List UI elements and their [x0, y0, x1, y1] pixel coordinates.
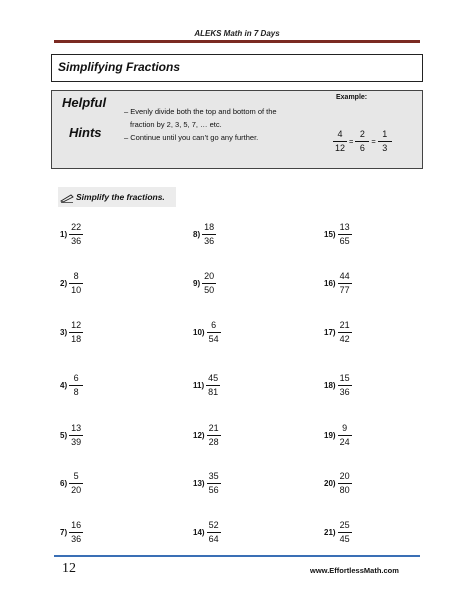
problem-number: 21) [324, 528, 336, 537]
problem-item [324, 271, 351, 296]
denominator: 36 [339, 387, 350, 397]
problem-item [193, 520, 220, 545]
problem-number: 9) [193, 279, 201, 288]
denominator: 36 [71, 236, 82, 246]
problem-number: 15) [324, 230, 336, 239]
running-head: ALEKS Math in 7 Days [194, 29, 280, 38]
problem-number: 8) [193, 230, 201, 239]
problem-fraction [70, 471, 82, 496]
problem-fraction [70, 222, 82, 247]
denominator: 39 [71, 437, 82, 447]
problem-item [60, 423, 82, 448]
problem-fraction [203, 271, 215, 296]
problem-number: 6) [60, 479, 68, 488]
problem-number: 1) [60, 230, 68, 239]
numerator: 44 [339, 271, 350, 281]
problem-item [193, 271, 215, 296]
problem-fraction [208, 520, 220, 545]
numerator: 6 [73, 373, 79, 383]
numerator: 13 [339, 222, 350, 232]
site-url: www.EffortlessMath.com [310, 566, 399, 575]
numerator: 6 [211, 320, 217, 330]
denominator: 45 [339, 534, 350, 544]
header-rule [54, 40, 420, 43]
problem-item [324, 373, 351, 398]
denominator: 20 [71, 485, 82, 495]
denominator: 81 [208, 387, 219, 397]
problem-item [193, 320, 220, 345]
numerator: 25 [339, 520, 350, 530]
numerator: 12 [71, 320, 82, 330]
problem-number: 2) [60, 279, 68, 288]
problem-item [60, 320, 82, 345]
numerator: 35 [208, 471, 219, 481]
problem-item [193, 222, 215, 247]
problem-number: 20) [324, 479, 336, 488]
numerator: 18 [204, 222, 215, 232]
denominator: 42 [339, 334, 350, 344]
denominator: 56 [208, 485, 219, 495]
page-title: Simplifying Fractions [51, 54, 423, 82]
problem-item [60, 373, 82, 398]
example-fraction [356, 129, 368, 154]
denominator: 77 [339, 285, 350, 295]
problem-number: 12) [193, 431, 205, 440]
problem-number: 16) [324, 279, 336, 288]
footer-rule [54, 555, 420, 557]
problem-number: 14) [193, 528, 205, 537]
numerator: 1 [382, 129, 388, 139]
denominator: 36 [71, 534, 82, 544]
denominator: 10 [71, 285, 82, 295]
problem-item [193, 471, 220, 496]
example-fraction [334, 129, 346, 154]
problem-item [60, 222, 82, 247]
problem-number: 7) [60, 528, 68, 537]
problem-item [324, 471, 351, 496]
hint-word-hints: Hints [69, 125, 102, 140]
problem-fraction [339, 271, 351, 296]
instruction-text: Simplify the fractions. [76, 192, 165, 202]
problem-item [60, 271, 82, 296]
page-number: 12 [62, 561, 76, 576]
problem-fraction [339, 423, 351, 448]
denominator: 18 [71, 334, 82, 344]
pencil-icon [60, 193, 74, 203]
denominator: 24 [339, 437, 350, 447]
problem-item [324, 222, 351, 247]
hint-list [124, 105, 277, 144]
numerator: 13 [71, 423, 82, 433]
denominator: 65 [339, 236, 350, 246]
problem-number: 18) [324, 381, 336, 390]
numerator: 4 [337, 129, 343, 139]
numerator: 2 [359, 129, 365, 139]
problem-fraction [208, 320, 220, 345]
hint-word-helpful: Helpful [62, 95, 107, 110]
numerator: 5 [73, 471, 79, 481]
denominator: 3 [382, 143, 388, 153]
problem-fraction [339, 520, 351, 545]
example-expression [334, 129, 391, 154]
problem-fraction [203, 222, 215, 247]
problem-item [60, 520, 82, 545]
problem-number: 17) [324, 328, 336, 337]
denominator: 6 [359, 143, 365, 153]
problem-item [193, 423, 220, 448]
hint-line: – Evenly divide both the top and bottom of the [124, 107, 277, 116]
numerator: 52 [208, 520, 219, 530]
problem-fraction [207, 373, 219, 398]
denominator: 64 [208, 534, 219, 544]
denominator: 12 [335, 143, 346, 153]
instruction-banner [58, 187, 176, 207]
numerator: 21 [339, 320, 350, 330]
problem-number: 5) [60, 431, 68, 440]
problem-fraction [208, 471, 220, 496]
numerator: 45 [208, 373, 219, 383]
equals-sign: = [371, 137, 376, 146]
problem-fraction [70, 423, 82, 448]
numerator: 20 [204, 271, 215, 281]
problem-fraction [339, 222, 351, 247]
problem-item [60, 471, 82, 496]
problem-fraction [70, 373, 82, 398]
problem-number: 10) [193, 328, 205, 337]
problem-fraction [70, 271, 82, 296]
denominator: 54 [208, 334, 219, 344]
equals-sign: = [349, 137, 354, 146]
numerator: 9 [342, 423, 348, 433]
hint-line: fraction by 2, 3, 5, 7, … etc. [130, 120, 222, 129]
example-label: Example: [336, 94, 368, 101]
numerator: 15 [339, 373, 350, 383]
problem-item [193, 373, 219, 398]
denominator: 8 [73, 387, 79, 397]
problem-fraction [339, 471, 351, 496]
hint-line: – Continue until you can’t go any further. [124, 133, 259, 142]
problem-number: 4) [60, 381, 68, 390]
numerator: 22 [71, 222, 82, 232]
denominator: 80 [339, 485, 350, 495]
problem-item [324, 423, 351, 448]
example-fraction [379, 129, 391, 154]
problem-item [324, 520, 351, 545]
problem-item [324, 320, 351, 345]
problem-fraction [70, 520, 82, 545]
numerator: 8 [73, 271, 79, 281]
problem-fraction [339, 320, 351, 345]
numerator: 20 [339, 471, 350, 481]
problem-fraction [70, 320, 82, 345]
denominator: 28 [208, 437, 219, 447]
denominator: 36 [204, 236, 215, 246]
numerator: 16 [71, 520, 82, 530]
problem-number: 19) [324, 431, 336, 440]
problem-number: 13) [193, 479, 205, 488]
problem-fraction [208, 423, 220, 448]
numerator: 21 [208, 423, 219, 433]
problem-fraction [339, 373, 351, 398]
denominator: 50 [204, 285, 215, 295]
problem-number: 11) [193, 381, 205, 390]
hint-box [51, 90, 423, 169]
problem-number: 3) [60, 328, 68, 337]
